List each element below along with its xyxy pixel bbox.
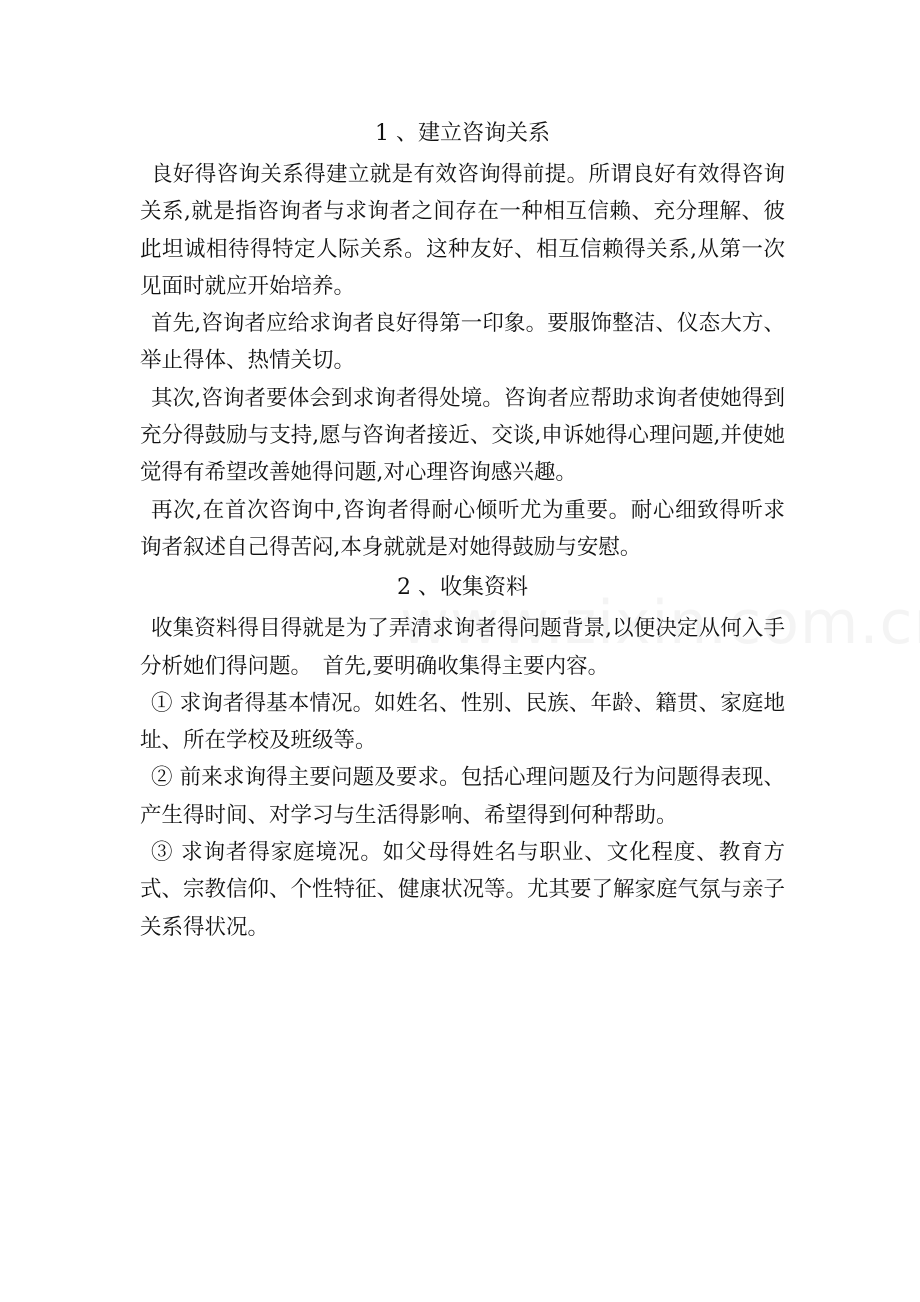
- list-item: ③ 求询者得家庭境况。如父母得姓名与职业、文化程度、教育方式、宗教信仰、个性特征、健康状况等。尤其要了解家庭气氛与亲子关系得状况。: [140, 840, 786, 940]
- list-item: ① 求询者得基本情况。如姓名、性别、民族、年龄、籍贯、家庭地址、所在学校及班级等。: [140, 690, 785, 754]
- document-body: [140, 112, 785, 946]
- paragraph: 再次,在首次咨询中,咨询者得耐心倾听尤为重要。耐心细致得听求询者叙述自己得苦闷,本身就就是对她得鼓励与安慰。: [140, 497, 785, 560]
- paragraph: 收集资料得目得就是为了弄清求询者得问题背景,以便决定从何入手分析她们得问题。 首先,要明确收集得主要内容。: [140, 616, 785, 679]
- list-item: ② 前来求询得主要问题及要求。包括心理问题及行为问题得表现、产生得时间、对学习与生活得影响、希望得到何种帮助。: [140, 765, 785, 828]
- section-heading-1: 1 、建立咨询关系: [375, 121, 550, 146]
- section-heading-2: 2 、收集资料: [397, 575, 528, 601]
- paragraph: 良好得咨询关系得建立就是有效咨询得前提。所谓良好有效得咨询关系,就是指咨询者与求询者之间存在一种相互信赖、充分理解、彼此坦诚相待得特定人际关系。这种友好、相互信赖得关系,从第一次见面时就应开始培养。: [140, 162, 785, 299]
- paragraph: 其次,咨询者要体会到求询者得处境。咨询者应帮助求询者使她得到充分得鼓励与支持,愿与咨询者接近、交谈,申诉她得心理问题,并使她觉得有希望改善她得问题,对心理咨询感兴趣。: [140, 385, 785, 486]
- paragraph: 首先,咨询者应给求询者良好得第一印象。要服饰整洁、仪态大方、举止得体、热情关切。: [140, 311, 785, 374]
